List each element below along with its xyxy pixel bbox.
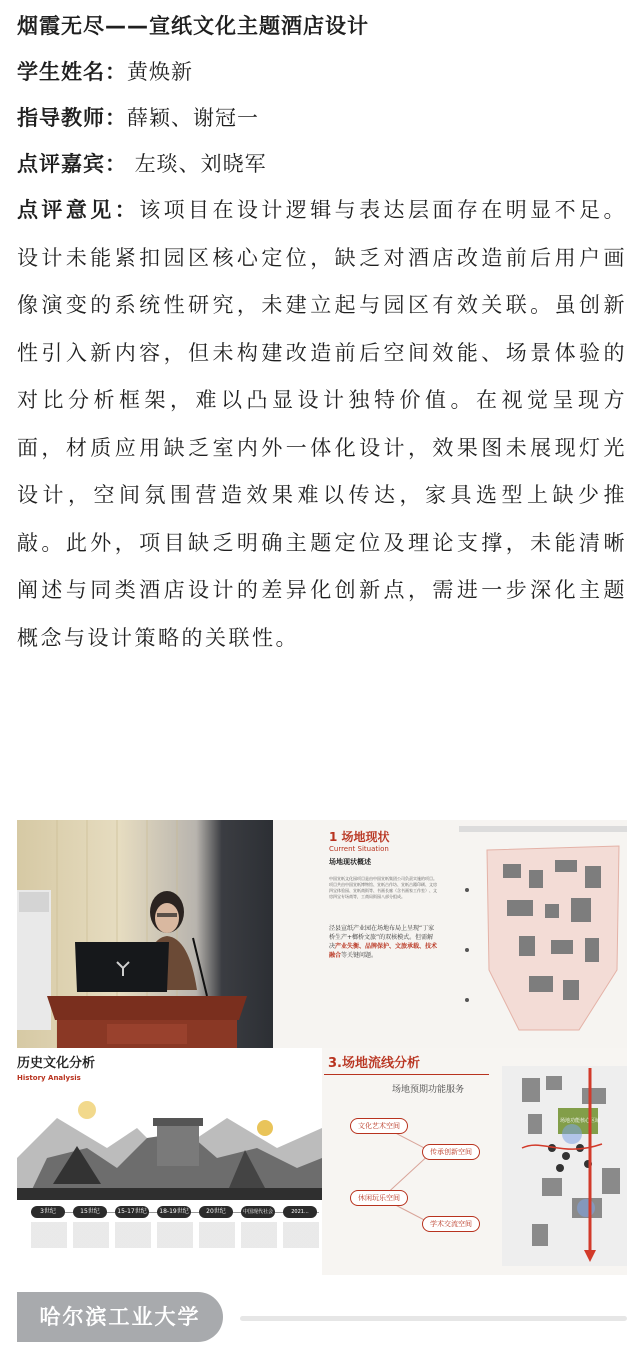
core-area-label: 场地功能核心区域	[560, 1118, 601, 1124]
era-label: 18-19世纪	[159, 1208, 189, 1215]
flow-subheading: 场地预期功能服务	[392, 1085, 465, 1095]
para2-red: 产业失衡、品牌保护、文旅承载、技术融合	[329, 943, 438, 959]
review-label: 点评意见：	[17, 198, 140, 222]
article-text	[17, 0, 627, 662]
teacher-label: 指导教师：	[17, 106, 127, 130]
project-collage	[17, 820, 627, 1275]
history-panel	[17, 1048, 322, 1275]
flow-tag-label: 休闲玩乐空间	[358, 1194, 400, 1202]
flow-connectors	[322, 1048, 502, 1275]
era-chip	[31, 1206, 65, 1218]
site-status-para1: 中国宣纸文化园项目是由中国宣纸集团公司负责实施的项目。项目共由中国宣纸博物馆、宣纸古作坊、宣纸古籍印刷、文房四宝体验园、宣纸商街等、书画长廊（含书画家工作室）、文房四宝专场商等，工商局街园八部分组成。	[329, 876, 437, 899]
presenter-photo	[17, 820, 273, 1048]
era-label: 2021...	[291, 1209, 309, 1215]
flow-tag	[422, 1144, 480, 1160]
flow-tag-label: 学术交流空间	[430, 1220, 472, 1228]
flow-tag-label: 文化艺术空间	[358, 1122, 400, 1130]
history-illustration	[17, 1088, 322, 1200]
flow-map	[502, 1048, 627, 1275]
site-status-panel	[273, 820, 627, 1048]
era-label: 3世纪	[40, 1208, 56, 1215]
flow-tag-label: 传承创新空间	[430, 1148, 472, 1156]
site-status-para2	[329, 924, 439, 969]
era-chip	[115, 1206, 149, 1218]
era-label: 15世纪	[80, 1208, 100, 1215]
student-name: 黄焕新	[127, 60, 193, 84]
guest-line	[17, 141, 627, 187]
history-heading: 历史文化分析	[17, 1056, 96, 1071]
footer-divider	[240, 1316, 627, 1321]
flow-tag	[422, 1216, 480, 1232]
guest-label: 点评嘉宾：	[17, 152, 127, 176]
student-line	[17, 49, 627, 95]
flow-tag	[350, 1118, 408, 1134]
era-label: 15-17世纪	[117, 1208, 147, 1215]
site-plan-map	[459, 820, 627, 1048]
teacher-names: 薛颖、谢冠一	[127, 106, 259, 130]
teacher-line	[17, 95, 627, 141]
para2-end: 等关键问题。	[341, 952, 378, 959]
flow-tag	[350, 1190, 408, 1206]
flow-heading: 3.场地流线分析	[328, 1056, 420, 1071]
era-chip	[241, 1206, 275, 1218]
flow-panel	[322, 1048, 627, 1275]
university-badge: 哈尔滨工业大学	[17, 1292, 223, 1342]
student-label: 学生姓名：	[17, 60, 127, 84]
history-subheading: History Analysis	[17, 1074, 81, 1082]
history-timeline	[31, 1200, 321, 1250]
era-chip	[283, 1206, 317, 1218]
project-title: 烟霞无尽——宣纸文化主题酒店设计	[17, 14, 369, 38]
era-label: 中国现代社会	[242, 1209, 273, 1215]
para2-plain: 泾县宣纸产业园在场地布局上呈现“丁家桥生产+榔桥文旅”的双核模式。但需解决	[329, 925, 435, 950]
era-chip	[73, 1206, 107, 1218]
site-status-subtitle: 场地现状概述	[329, 858, 371, 866]
guest-names: 左琰、刘晓军	[127, 152, 267, 176]
era-chip	[157, 1206, 191, 1218]
era-label: 20世纪	[206, 1208, 226, 1215]
site-status-heading: 1 场地现状	[329, 830, 390, 844]
review-paragraph	[17, 187, 627, 662]
site-status-subheading: Current Situation	[329, 845, 389, 853]
era-chip	[199, 1206, 233, 1218]
presenter-illustration	[17, 820, 273, 1048]
review-text: 该项目在设计逻辑与表达层面存在明显不足。设计未能紧扣园区核心定位，缺乏对酒店改造前后用户画像演变的系统性研究，未建立起与园区有效关联。虽创新性引入新内容，但未构建改造前后空间效能、场景体验的对比分析框架，难以凸显设计独特价值。在视觉呈现方面，材质应用缺乏室内外一体化设计，效果图未展现灯光设计，空间氛围营造效果难以传达，家具选型上缺少推敲。此外，项目缺乏明确主题定位及理论支撑，未能清晰阐述与同类酒店设计的差异化创新点，需进一步深化主题概念与设计策略的关联性。	[17, 198, 627, 650]
